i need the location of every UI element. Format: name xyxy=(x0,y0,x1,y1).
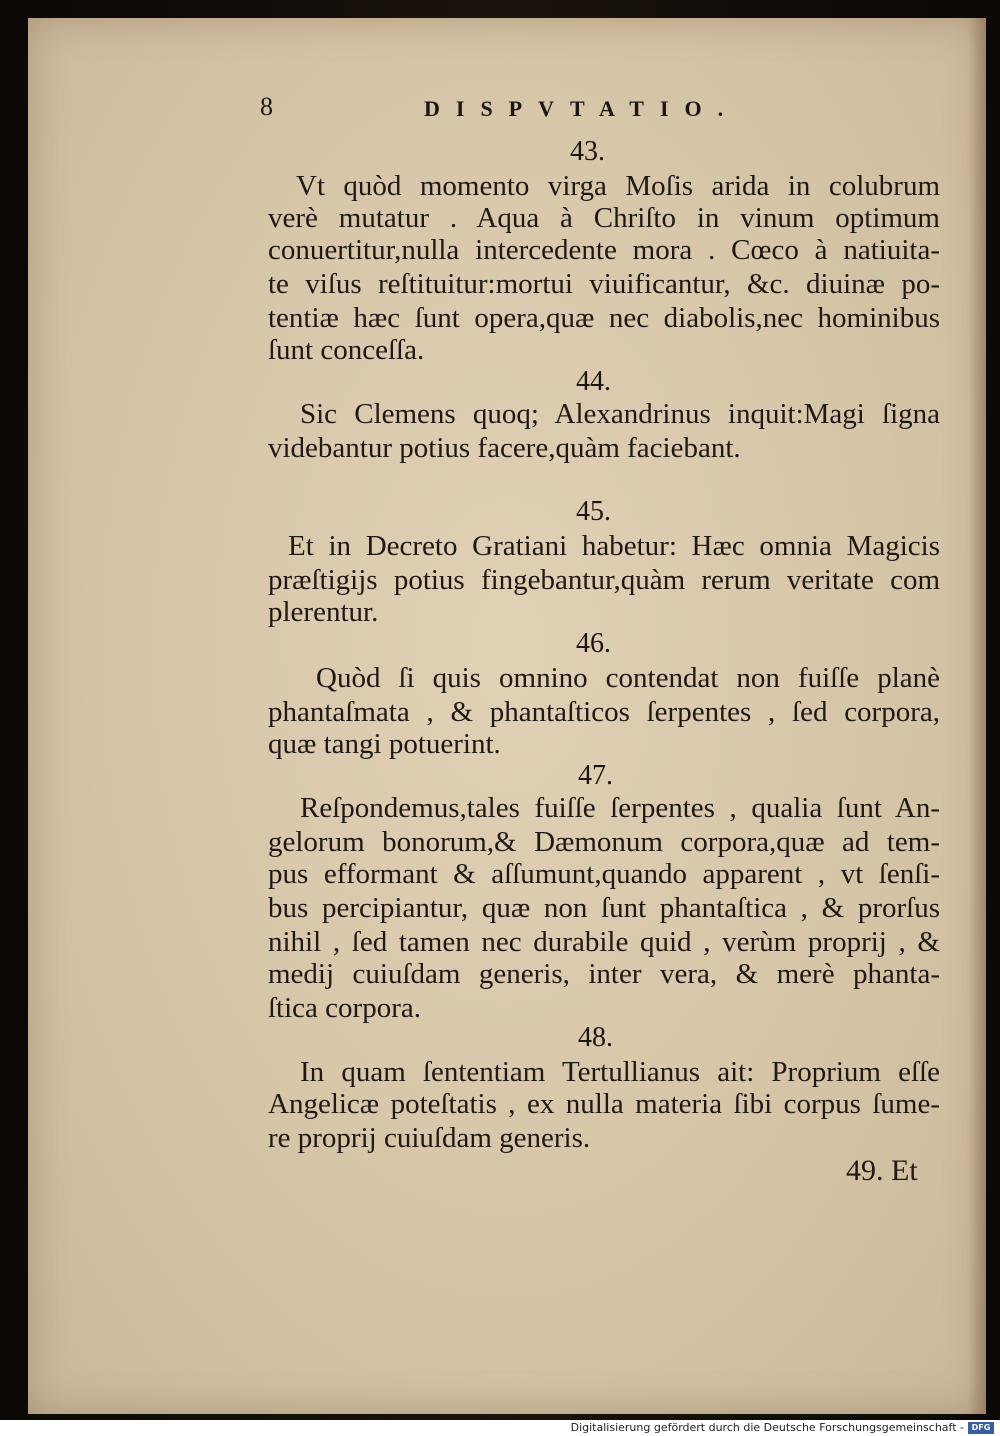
text-line: tentiæ hæc ſunt opera,quæ nec diabolis,nec hominibus xyxy=(268,302,940,334)
text-line: bus percipiantur, quæ non ſunt phantaſtica , & prorſus xyxy=(268,892,940,924)
text-line: medij cuiuſdam generis, inter vera, & merè phanta- xyxy=(268,958,940,990)
text-line: pus efformant & aſſumunt,quando apparent , vt ſenſi- xyxy=(268,858,940,890)
section-number-44: 44. xyxy=(576,366,611,397)
text-line: phantaſmata , & phantaſticos ſerpentes , ſed corpora, xyxy=(268,696,940,728)
text-line: videbantur potius facere,quàm faciebant. xyxy=(268,432,741,464)
page-edge xyxy=(968,18,986,1414)
section-number-43: 43. xyxy=(570,136,605,167)
footer-credit: Digitalisierung gefördert durch die Deutsche Forschungsgemeinschaft - xyxy=(570,1421,964,1434)
text-line: In quam ſententiam Tertullianus ait: Proprium eſſe xyxy=(300,1056,940,1088)
text-line: te viſus reſtituitur:mortui viuificantur, &c. diuinæ po- xyxy=(268,268,940,300)
footer-bar xyxy=(0,1420,1000,1436)
text-line: Angelicæ poteſtatis , ex nulla materia ſibi corpus ſume- xyxy=(268,1088,940,1120)
section-number-46: 46. xyxy=(576,628,611,659)
text-line: Et in Decreto Gratiani habetur: Hæc omnia Magicis xyxy=(288,530,940,562)
text-line: Vt quòd momento virga Moſis arida in colubrum xyxy=(296,170,940,202)
text-line: præſtigijs potius fingebantur,quàm rerum veritate com xyxy=(268,564,940,596)
section-number-47: 47. xyxy=(578,760,613,791)
text-line: ſtica corpora. xyxy=(268,992,421,1024)
section-number-48: 48. xyxy=(578,1022,613,1053)
catchword: 49. Et xyxy=(846,1154,918,1187)
text-line: quæ tangi potuerint. xyxy=(268,728,501,760)
text-line: verè mutatur . Aqua à Chriſto in vinum optimum xyxy=(268,202,940,234)
text-line: conuertitur,nulla intercedente mora . Cœco à natiuita- xyxy=(268,234,940,266)
dfg-logo[interactable]: DFG xyxy=(968,1422,994,1434)
text-line: Sic Clemens quoq; Alexandrinus inquit:Magi ſigna xyxy=(300,398,940,430)
text-line: Reſpondemus,tales fuiſſe ſerpentes , qualia ſunt An- xyxy=(300,792,940,824)
text-line: Quòd ſi quis omnino contendat non fuiſſe planè xyxy=(316,662,940,694)
running-head: DISPVTATIO. xyxy=(424,96,740,121)
text-line: nihil , ſed tamen nec durabile quid , verùm proprij , & xyxy=(268,926,940,958)
section-number-45: 45. xyxy=(576,496,611,527)
page-number: 8 xyxy=(260,92,273,121)
text-line: gelorum bonorum,& Dæmonum corpora,quæ ad tem- xyxy=(268,826,940,858)
text-line: re proprij cuiuſdam generis. xyxy=(268,1122,591,1154)
text-line: plerentur. xyxy=(268,596,379,628)
text-line: ſunt conceſſa. xyxy=(268,334,425,366)
